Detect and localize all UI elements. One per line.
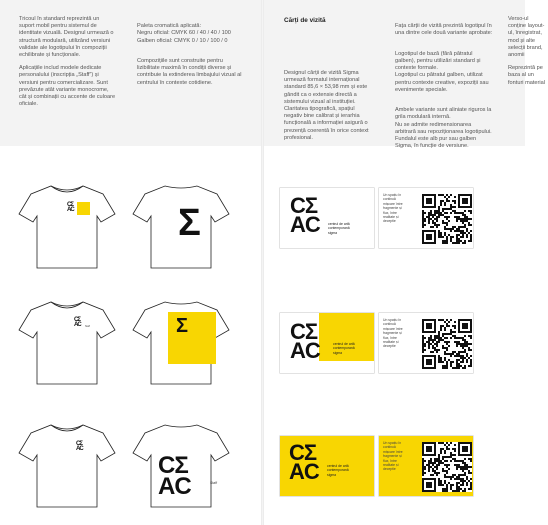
card-caption: centrul de artă contemporană sigma — [333, 342, 355, 355]
logo: CΣ AC — [158, 452, 191, 500]
paragraph: Verso-ul conține layout-ul, înregistrat, mod și alte selecții brand, anomii — [508, 16, 545, 59]
tshirt-front-1 — [17, 180, 117, 272]
card-caption: centrul de artă contemporană sigma — [327, 464, 349, 477]
paragraph: Ambele variante sunt aliniate riguros la grila modulară internă. Nu se admite redimensionarea arbitrară sau repoziționarea logotipului. Fundalul este alb pur sau galben Sigma, în funcție de versiune. — [395, 107, 492, 150]
sigma-mark: Σ — [178, 202, 200, 244]
paragraph: Logotipul de bază (fără pătratul galben), pentru utilizări standard și contexte formale. Logotipul cu pătratul galben, utilizat pentru contexte creative, expoziții sau evenimente speciale. — [395, 50, 489, 93]
left-page — [0, 0, 261, 525]
verso-text: Un spațiu în continuă mișcare între fragmente și flux, între realitate și deceptie — [383, 318, 403, 349]
tshirt-back-1 — [131, 180, 231, 272]
staff-label: Staff — [85, 325, 90, 328]
paragraph: Designul cărții de vizită Sigma urmează formatul internațional standard 85,6 × 53,98 mm și este gândit ca o extensie directă a sistemului vizual al instituției. Claritatea tipografică, spațiul negativ bine calibrat și ierarhia funcțională a informației asigură o prezență coerentă în orice context profesional. — [284, 70, 369, 141]
business-card-back — [379, 313, 473, 373]
verso-text: Un spațiu în continuă mișcare între fragmente și flux, între realitate și deceptie — [383, 441, 403, 472]
paragraph: Fața cărții de vizită prezintă logotipul în una dintre cele două variante aprobate: — [395, 23, 493, 37]
business-card-front-basic — [280, 188, 374, 248]
tshirt-text-col2 — [137, 16, 247, 100]
cards-text-col2 — [395, 16, 493, 164]
business-card-back-yellow — [379, 436, 473, 496]
verso-text: Un spațiu în continuă mișcare între fragmente și flux, între realitate și deceptie — [383, 193, 403, 224]
paragraph: Paleta cromatică aplicată: Negru oficial: CMYK 60 / 40 / 40 / 100 Galben oficial: CMYK 0 / 10 / 100 / 0 — [137, 23, 231, 44]
tshirt-front-2 — [17, 296, 117, 388]
logo: CΣ AC — [289, 440, 319, 484]
right-page — [264, 0, 545, 525]
logo: CΣ AC — [76, 441, 83, 453]
logo: CΣ AC — [290, 193, 320, 237]
business-card-front-yellow-square — [280, 313, 374, 373]
qr-code — [422, 194, 472, 244]
tshirt-text-col1 — [19, 16, 116, 114]
paragraph: Compozițiile sunt construite pentru lizibilitate maximă în condiții diverse și contribuie la extinderea limbajului vizual al centrului în contexte cotidiene. — [137, 58, 242, 86]
logo: CΣ AC — [290, 319, 320, 363]
qr-code — [422, 442, 472, 492]
tshirt-back-2 — [131, 296, 231, 388]
tshirt-back-3 — [131, 419, 231, 511]
sigma-mark: Σ — [176, 315, 188, 337]
paragraph: Tricoul în standard reprezintă un suport mobil pentru sistemul de identitate vizuală. Designul urmează o structură modulară, utilizând versiuni validate ale logotipului în compoziții echilibrate și funcționale. — [19, 16, 114, 59]
logo: CΣ AC — [67, 202, 74, 214]
business-card-front-yellow — [280, 436, 374, 496]
staff-label: Staff — [210, 481, 218, 485]
business-card-back — [379, 188, 473, 248]
section-title: Cărți de vizită — [284, 17, 326, 24]
paragraph: Aplicațiile includ modele dedicate personalului (inscripția „Staff”) și versiuni pentru comercializare. Sunt prevăzute atât variante monocrome, cât și combinații cu accente de culoare oficiale. — [19, 65, 116, 108]
cards-text-col1 — [284, 70, 372, 148]
paragraph: Reprezintă pe baza al un fonturi material — [508, 65, 545, 86]
card-caption: centrul de artă contemporană sigma — [328, 222, 350, 235]
tshirt-front-3 — [17, 419, 117, 511]
logo: CΣ AC — [74, 317, 81, 329]
qr-code — [422, 319, 472, 369]
cards-text-col3 — [508, 16, 548, 93]
